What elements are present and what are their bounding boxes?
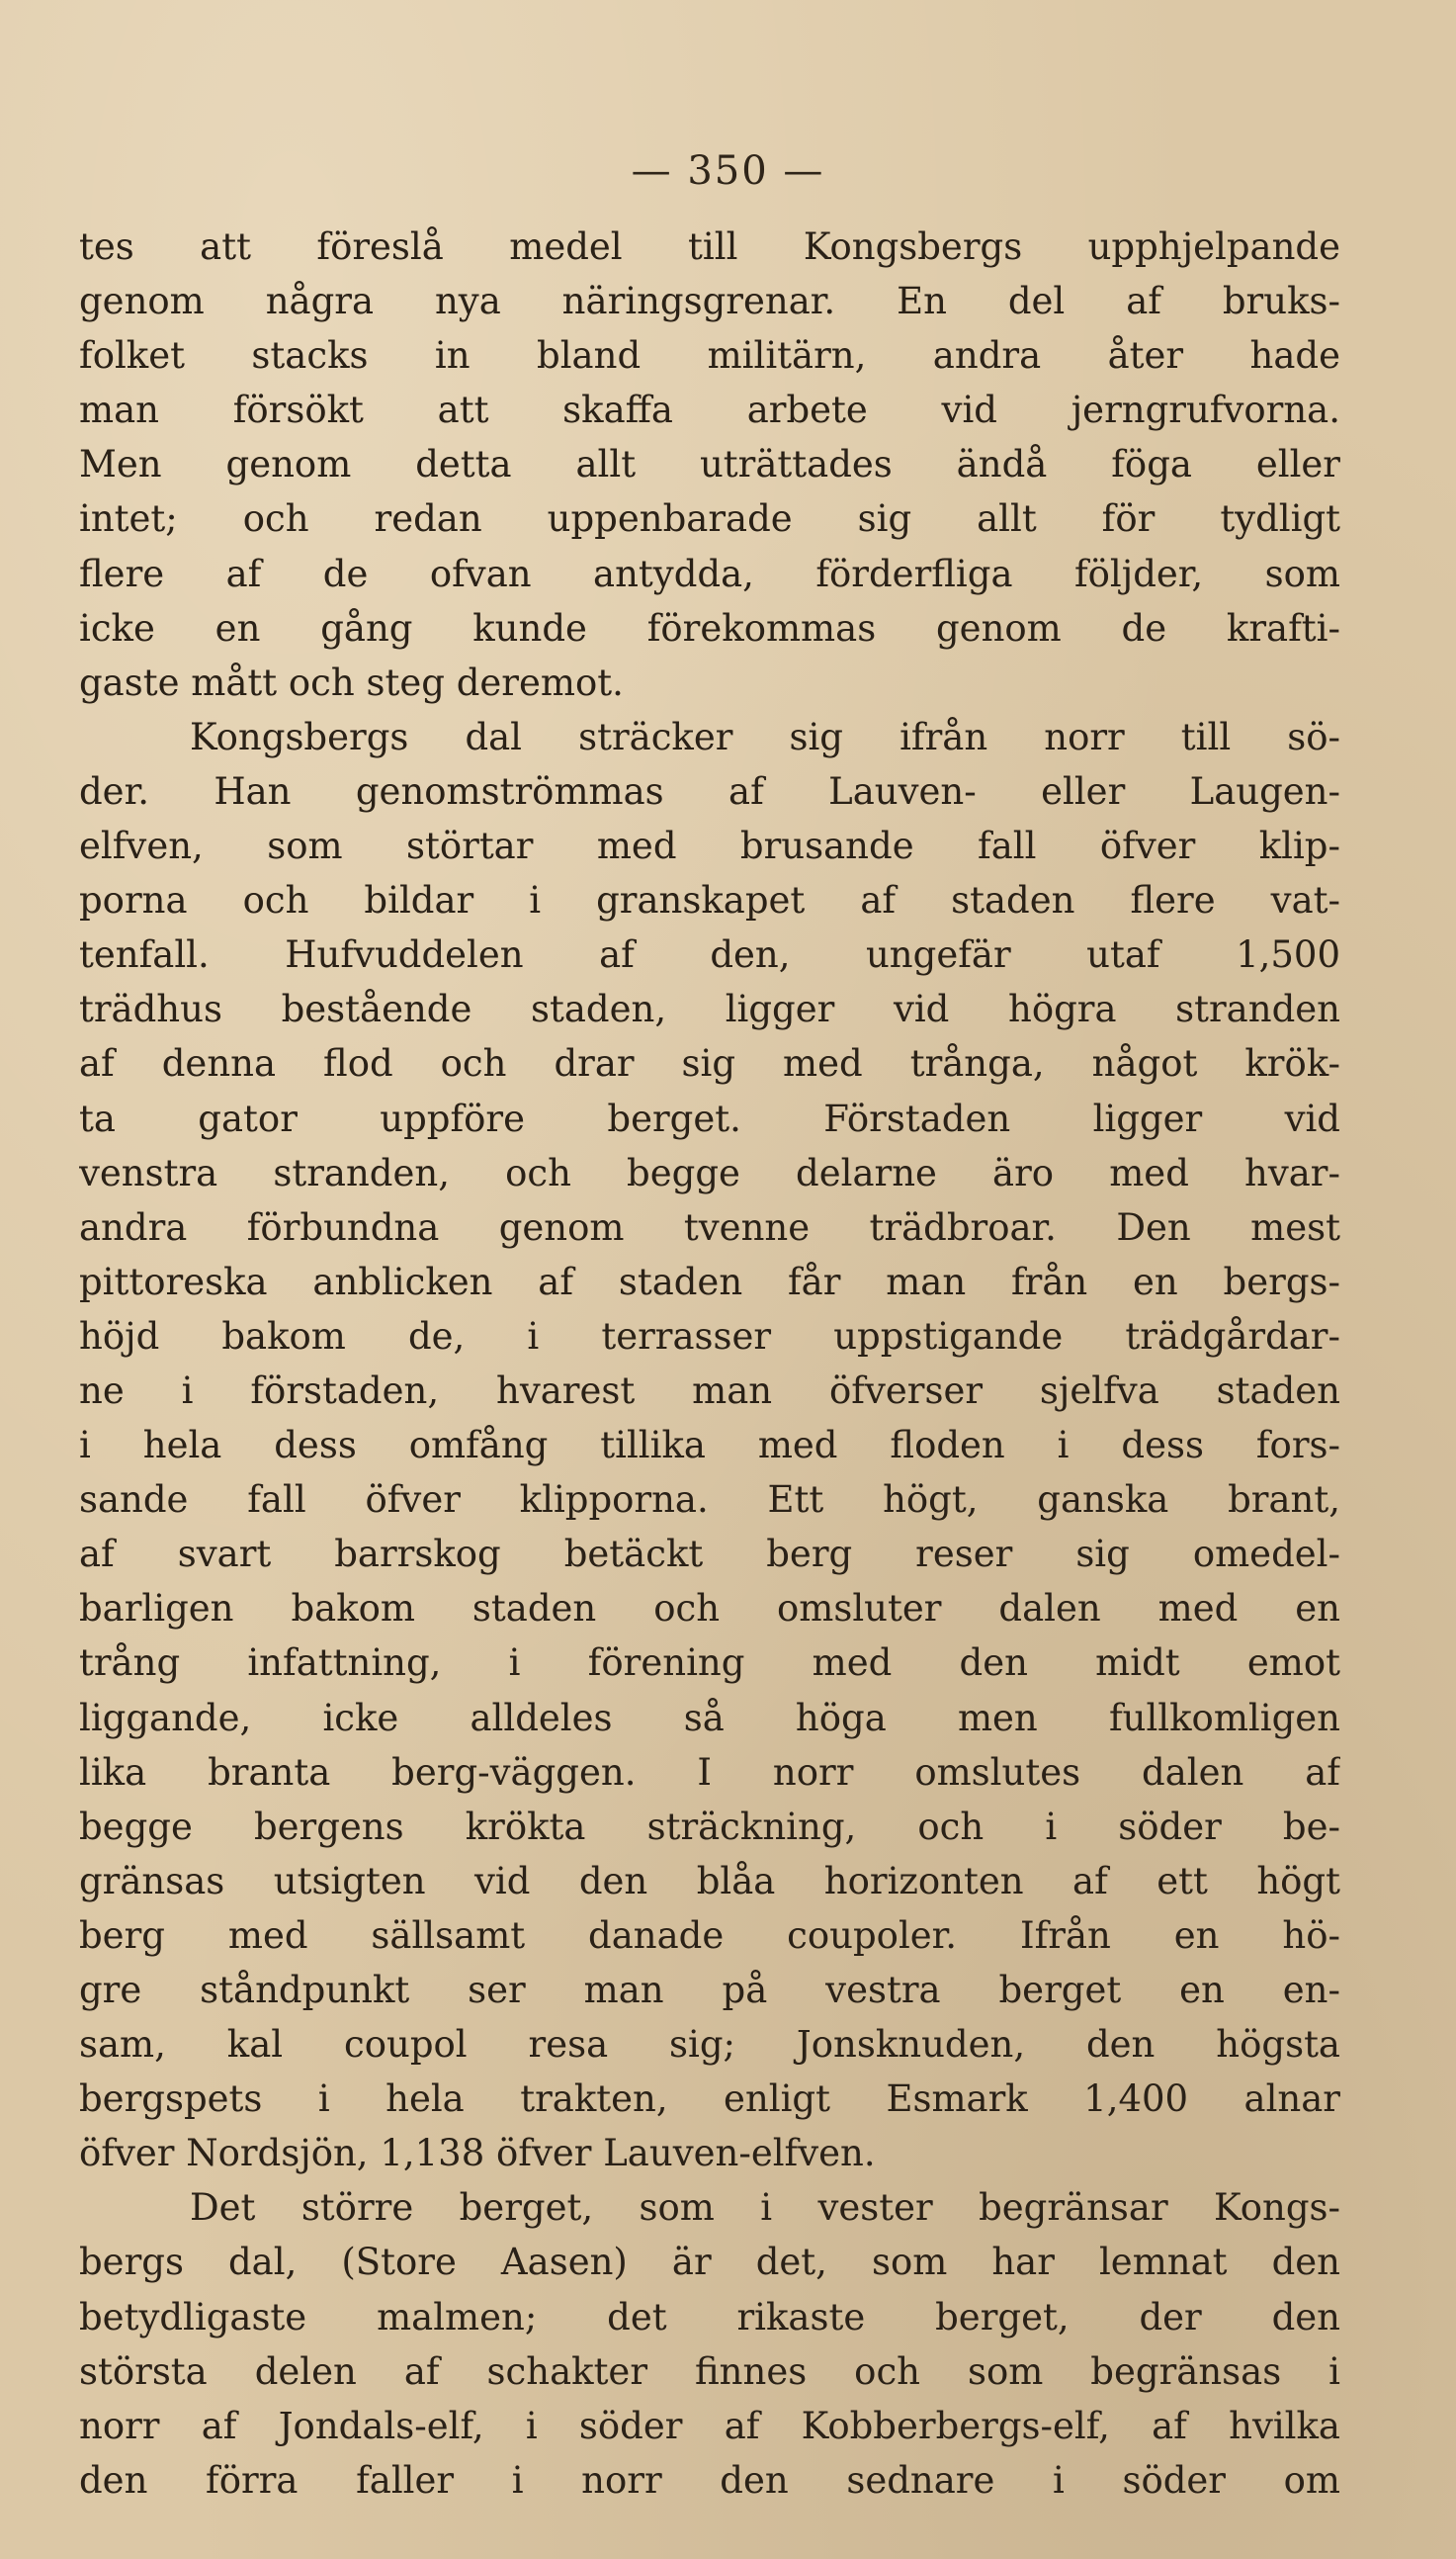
text-line: i hela dess omfång tillika med floden i dess fors- (79, 1424, 1340, 1467)
text-line: icke en gång kunde förekommas genom de krafti- (79, 606, 1340, 650)
text-line: ne i förstaden, hvarest man öfverser sjelfva staden (79, 1368, 1340, 1412)
text-line: der. Han genomströmmas af Lauven- eller Laugen- (79, 769, 1340, 813)
text-line: Men genom detta allt uträttades ändå föga eller (79, 443, 1340, 486)
text-line: liggande, icke alldeles så höga men fullkomligen (79, 1696, 1340, 1739)
text-line: ta gator uppföre berget. Förstaden ligger vid (79, 1097, 1340, 1140)
text-line: tes att föreslå medel till Kongsbergs upphjelpande (79, 225, 1340, 268)
text-line: andra förbundna genom tvenne trädbroar. Den mest (79, 1205, 1340, 1249)
text-line: tenfall. Hufvuddelen af den, ungefär utaf 1,500 (79, 933, 1340, 977)
text-line: porna och bildar i granskapet af staden flere vat- (79, 879, 1340, 923)
text-line: bergs dal, (Store Aasen) är det, som har lemnat den (79, 2241, 1340, 2284)
text-line: bergspets i hela trakten, enligt Esmark 1,400 alnar (79, 2077, 1340, 2121)
text-line: barligen bakom staden och omsluter dalen med en (79, 1587, 1340, 1631)
text-line: den förra faller i norr den sednare i söder om (79, 2458, 1340, 2502)
text-line: öfver Nordsjön, 1,138 öfver Lauven-elfven. (79, 2132, 876, 2175)
text-line: intet; och redan uppenbarade sig allt för tydligt (79, 497, 1340, 541)
page-number: — 350 — (631, 148, 825, 194)
text-line: gaste mått och steg deremot. (79, 661, 624, 704)
text-line: elfven, som störtar med brusande fall öfver klip- (79, 825, 1340, 868)
text-line: pittoreska anblicken af staden får man från en bergs- (79, 1260, 1340, 1303)
text-line: genom några nya näringsgrenar. En del af bruks- (79, 280, 1340, 323)
text-line: sam, kal coupol resa sig; Jonsknuden, den högsta (79, 2023, 1340, 2067)
text-line: folket stacks in bland militärn, andra åter hade (79, 334, 1340, 378)
text-line: betydligaste malmen; det rikaste berget, der den (79, 2295, 1340, 2338)
text-line: trädhus bestående staden, ligger vid högra stranden (79, 988, 1340, 1031)
text-line: flere af de ofvan antydda, förderfliga följder, som (79, 552, 1340, 595)
text-line: norr af Jondals-elf, i söder af Kobberbergs-elf, af hvilka (79, 2404, 1340, 2447)
text-line: höjd bakom de, i terrasser uppstigande trädgårdar- (79, 1314, 1340, 1358)
text-line: af denna flod och drar sig med trånga, något krök- (79, 1042, 1340, 1086)
text-line: gre ståndpunkt ser man på vestra berget en en- (79, 1969, 1340, 2011)
text-line: af svart barrskog betäckt berg reser sig omedel- (79, 1533, 1340, 1576)
text-line: lika branta berg-väggen. I norr omslutes dalen af (79, 1750, 1340, 1794)
text-line: venstra stranden, och begge delarne äro med hvar- (79, 1151, 1340, 1194)
text-line: största delen af schakter finnes och som begränsas i (79, 2349, 1340, 2393)
text-line: man försökt att skaffa arbete vid jerngrufvorna. (79, 389, 1340, 432)
text-line: trång infattning, i förening med den midt emot (79, 1641, 1340, 1685)
text-line: begge bergens krökta sträckning, och i söder be- (79, 1805, 1340, 1848)
text-line: sande fall öfver klipporna. Ett högt, ganska brant, (79, 1478, 1340, 1522)
text-line: Kongsbergs dal sträcker sig ifrån norr till sö- (190, 715, 1340, 758)
body-text (79, 220, 1340, 2508)
text-line: Det större berget, som i vester begränsar Kongs- (190, 2186, 1340, 2230)
text-line: gränsas utsigten vid den blåa horizonten af ett högt (79, 1859, 1340, 1902)
text-line: berg med sällsamt danade coupoler. Ifrån en hö- (79, 1913, 1340, 1957)
